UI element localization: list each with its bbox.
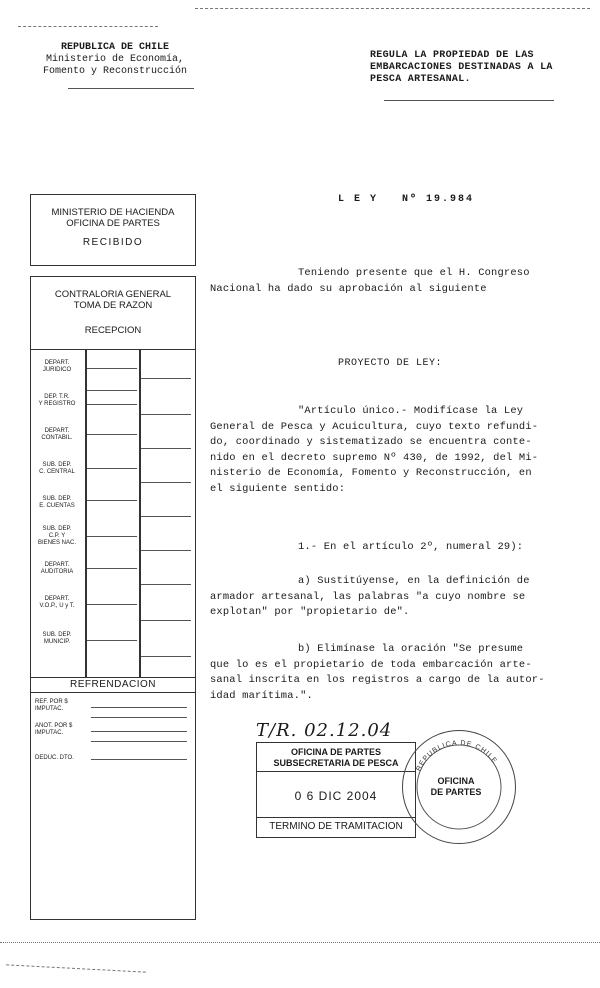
handwritten-note: T/R. 02.12.04 <box>256 720 393 741</box>
grid-row-juridico: DEPART. JURIDICO <box>42 360 72 373</box>
scan-line-top <box>195 8 590 9</box>
scan-line-bottom-2 <box>6 964 146 972</box>
item-b-line-1: b) Elimínase la oración "Se presume <box>298 643 524 655</box>
subject-underline <box>384 100 554 101</box>
refrendacion-header: REFRENDACION <box>31 677 195 693</box>
scan-line-top-left <box>18 26 158 27</box>
ref-row-1: REF. POR $ IMPUTAC. <box>35 699 68 712</box>
stamp-sub-line-2: SUBSECRETARIA DE PESCA <box>273 758 399 768</box>
stamp-subsecretaria <box>256 742 416 838</box>
contraloria-grid <box>31 349 195 678</box>
seal-center-text: OFICINA DE PARTES <box>430 776 482 797</box>
intro-line-2: Nacional ha dado su aprobación al siguiente <box>210 282 487 295</box>
subject-line-2: EMBARCACIONES DESTINADAS A LA <box>370 62 553 73</box>
intro-line-1: Teniendo presente que el H. Congreso <box>298 267 530 279</box>
proyecto-title: PROYECTO DE LEY: <box>338 358 443 369</box>
stamp-sub-date: 0 6 DIC 2004 <box>294 789 378 803</box>
grid-row-cuentas: SUB. DEP. E. CUENTAS <box>39 496 75 509</box>
item-b-line-2: que lo es el propietario de toda embarcación arte- <box>210 658 532 671</box>
intro-paragraph <box>210 266 590 297</box>
stamp-contraloria-line-2: TOMA DE RAZON <box>73 300 153 311</box>
grid-row-registro: DEP. T.R. Y REGISTRO <box>38 394 76 407</box>
ministry-line-2: Ministerio de Economía, <box>45 54 185 65</box>
ministry-line-1: REPUBLICA DE CHILE <box>60 42 170 53</box>
ministry-underline <box>68 88 194 89</box>
item-b-line-4: idad marítima.". <box>210 689 313 702</box>
item-b-line-3: sanal inscrita en los registros a cargo de la autor- <box>210 674 545 686</box>
ref-row-3: DEDUC. DTO. <box>35 755 74 761</box>
law-number: L E Y Nº 19.984 <box>338 194 475 205</box>
stamp-hacienda-line-1: MINISTERIO DE HACIENDA <box>51 207 175 218</box>
articulo-paragraph <box>210 404 590 497</box>
articulo-line-6: el siguiente sentido: <box>210 482 346 495</box>
seal-ring-text: REPUBLICA DE CHILE <box>415 739 499 773</box>
item-a-line-2: armador artesanal, las palabras "a cuyo nombre se <box>210 590 526 603</box>
articulo-line-3: do, coordinado y sistematizado se encuentra conte- <box>210 436 532 448</box>
stamp-contraloria <box>30 276 196 920</box>
grid-row-central: SUB. DEP. C. CENTRAL <box>39 462 75 475</box>
stamp-contraloria-status: RECEPCION <box>84 325 142 336</box>
item-a-paragraph <box>210 574 590 621</box>
grid-row-bienes: SUB. DEP. C.P. Y BIENES NAC. <box>37 526 76 546</box>
stamp-hacienda-status: RECIBIDO <box>82 237 144 248</box>
ref-row-2: ANOT. POR $ IMPUTAC. <box>35 723 73 736</box>
stamp-contraloria-line-1: CONTRALORIA GENERAL <box>54 289 172 300</box>
articulo-line-2: General de Pesca y Acuicultura, cuyo texto refundi- <box>210 420 539 433</box>
scan-line-bottom <box>0 942 600 943</box>
stamp-sub-footer: TERMINO DE TRAMITACION <box>269 821 403 832</box>
articulo-line-4: nido en el decreto supremo Nº 430, de 1992, del Mi- <box>210 451 539 464</box>
stamp-sub-line-1: OFICINA DE PARTES <box>290 747 381 757</box>
stamp-hacienda-line-2: OFICINA DE PARTES <box>66 218 160 229</box>
item-a-line-3: explotan" por "propietario de". <box>210 606 410 618</box>
stamp-hacienda <box>30 194 196 266</box>
grid-row-auditoria: DEPART. AUDITORIA <box>40 562 74 575</box>
grid-row-municip: SUB. DEP. MUNICIP. <box>42 632 72 645</box>
subject-line-1: REGULA LA PROPIEDAD DE LAS <box>370 50 534 61</box>
articulo-line-5: nisterio de Economía, Fomento y Reconstrucción, en <box>210 467 532 479</box>
law-subject-header <box>370 50 592 86</box>
svg-text:REPUBLICA DE CHILE <box>415 740 498 772</box>
grid-row-contabil: DEPART. CONTABIL. <box>41 428 73 441</box>
subject-line-3: PESCA ARTESANAL. <box>370 74 471 85</box>
ministry-header <box>20 42 210 78</box>
numeral-heading: 1.- En el artículo 2º, numeral 29): <box>298 541 524 553</box>
articulo-line-1: "Artículo único.- Modifícase la Ley <box>298 405 524 417</box>
ministry-line-3: Fomento y Reconstrucción <box>42 66 188 77</box>
item-b-paragraph <box>210 642 590 704</box>
item-a-line-1: a) Sustitúyense, en la definición de <box>298 575 530 587</box>
grid-row-vop: DEPART. V.O.P., U y T. <box>39 596 75 609</box>
